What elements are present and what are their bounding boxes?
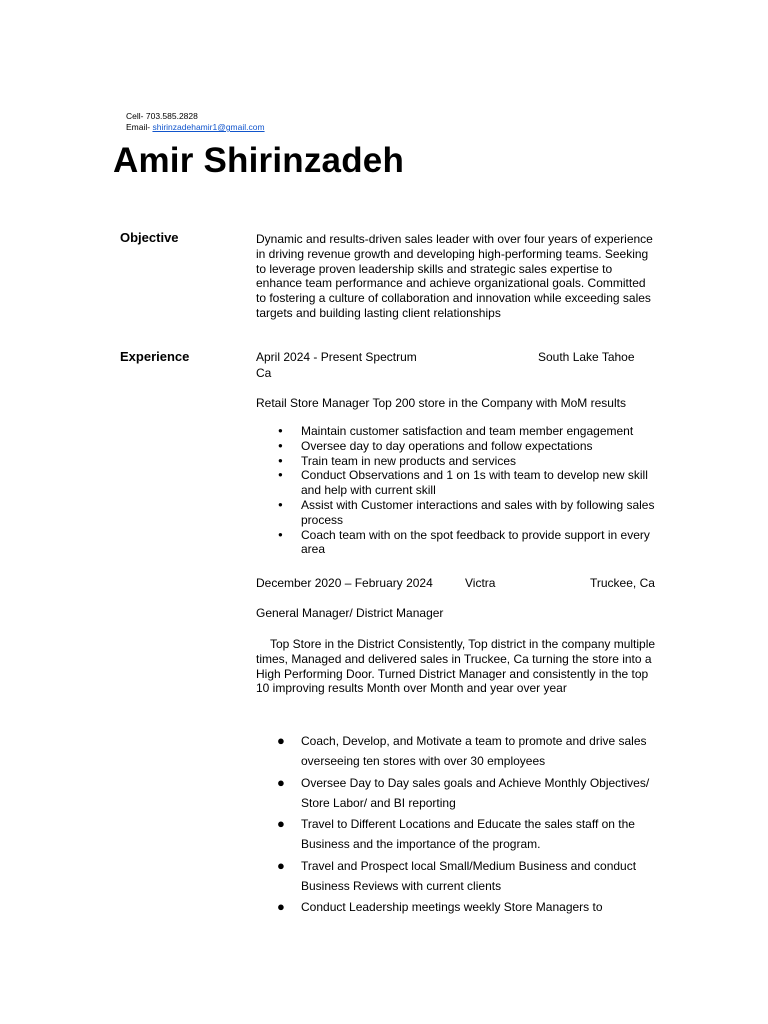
- email-link[interactable]: shirinzadehamir1@gmail.com: [152, 122, 265, 132]
- email-line: [126, 122, 265, 133]
- job1-location-state: Ca: [256, 366, 272, 380]
- job2-summary: Top Store in the District Consistently, Top district in the company multiple times, Managed and delivered sales in Truckee, Ca turning the store into a High Performing Door. Turned District Manager and consistently in the top 10 improving results Month over Month and year over year: [256, 637, 656, 696]
- list-item: ● Conduct Observations and 1 on 1s with team to develop new skill and help with current skill: [256, 468, 656, 498]
- list-item: ● Assist with Customer interactions and sales with by following sales process: [256, 498, 656, 528]
- job2-dates: December 2020 – February 2024: [256, 576, 433, 590]
- cell-line: [126, 111, 265, 122]
- cell-number: 703.585.2828: [145, 111, 198, 121]
- list-item: ● Coach, Develop, and Motivate a team to promote and drive sales overseeing ten stores with over 30 employees: [256, 731, 676, 771]
- job2-bullet-list: [256, 731, 676, 919]
- job1-bullet-list: [256, 424, 656, 557]
- objective-heading: Objective: [120, 230, 179, 245]
- list-item: ● Travel to Different Locations and Educate the sales staff on the Business and the importance of the program.: [256, 814, 676, 854]
- cell-label: Cell-: [126, 111, 144, 121]
- job1-title: Retail Store Manager Top 200 store in the Company with MoM results: [256, 396, 626, 410]
- job2-company: Victra: [465, 576, 496, 590]
- list-item: ● Travel and Prospect local Small/Medium Business and conduct Business Reviews with current clients: [256, 856, 676, 896]
- list-item: ● Train team in new products and services: [256, 454, 656, 469]
- list-item: ● Maintain customer satisfaction and team member engagement: [256, 424, 656, 439]
- job1-location: South Lake Tahoe: [538, 350, 635, 364]
- list-item: ● Oversee day to day operations and follow expectations: [256, 439, 656, 454]
- list-item: ● Oversee Day to Day sales goals and Achieve Monthly Objectives/ Store Labor/ and BI reporting: [256, 773, 676, 813]
- resume-name: Amir Shirinzadeh: [113, 141, 405, 180]
- email-label: Email-: [126, 122, 151, 132]
- experience-heading: Experience: [120, 349, 190, 364]
- list-item: ● Coach team with on the spot feedback to provide support in every area: [256, 528, 656, 558]
- job2-title: General Manager/ District Manager: [256, 606, 444, 620]
- contact-info: [126, 111, 265, 133]
- job2-location: Truckee, Ca: [590, 576, 655, 590]
- list-item: ● Conduct Leadership meetings weekly Store Managers to: [256, 897, 676, 917]
- objective-text: Dynamic and results-driven sales leader with over four years of experience in driving revenue growth and developing high-performing teams. Seeking to leverage proven leadership skills and strategic sales expertise to enhance team performance and achieve organizational goals. Committed to fostering a culture of collaboration and innovation while exceeding sales targets and building lasting client relationships: [256, 232, 653, 320]
- job1-dates-company: April 2024 - Present Spectrum: [256, 350, 417, 364]
